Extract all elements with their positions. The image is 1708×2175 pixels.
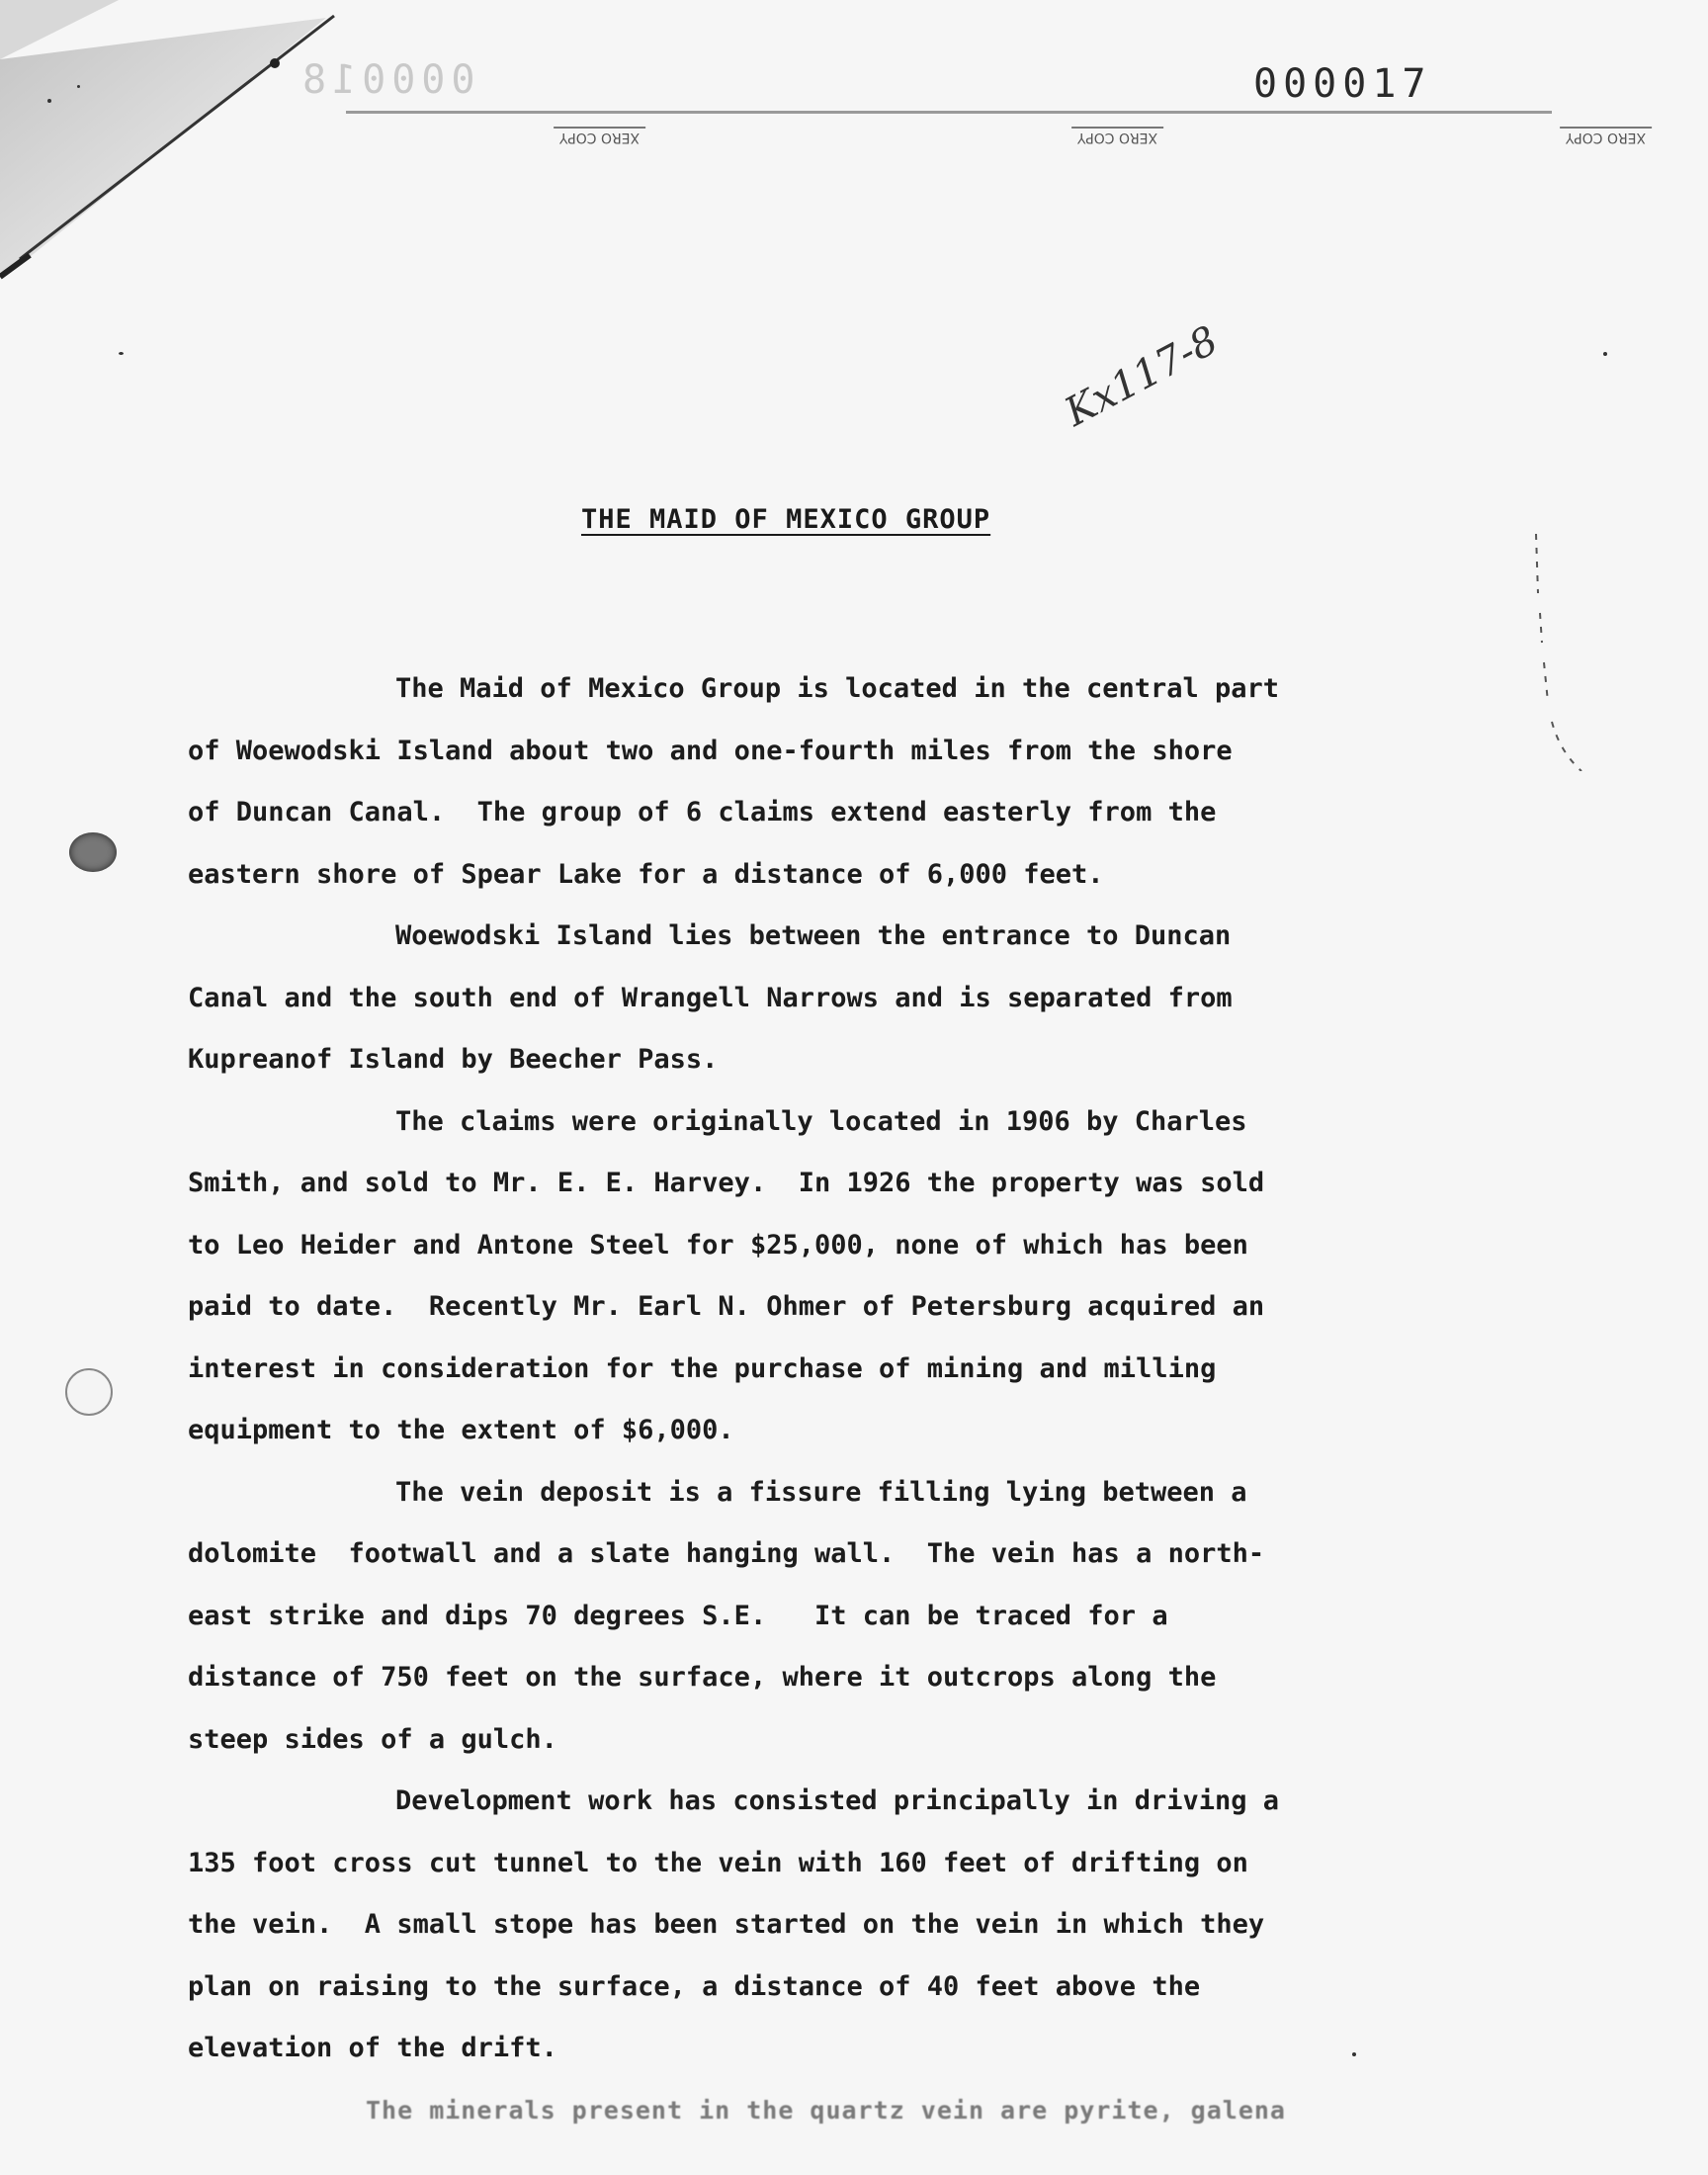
xero-copy-mark: XERO COPY [1560, 127, 1652, 144]
speck [1352, 2052, 1356, 2056]
body-line: 135 foot cross cut tunnel to the vein with 160 feet of drifting on [188, 1847, 1248, 1878]
body-line: eastern shore of Spear Lake for a distance of 6,000 feet. [188, 858, 1104, 890]
margin-scratch-marks [1530, 534, 1589, 771]
body-line: The vein deposit is a fissure filling lying between a [395, 1476, 1247, 1508]
body-line: elevation of the drift. [188, 2033, 557, 2063]
body-line: dolomite footwall and a slate hanging wall. The vein has a north- [188, 1538, 1265, 1569]
corner-fold-shadow [0, 0, 336, 297]
body-line: distance of 750 feet on the surface, where it outcrops along the [188, 1662, 1217, 1693]
ghost-page-stamp: 000018 [297, 57, 475, 103]
body-line: plan on raising to the surface, a distance of 40 feet above the [188, 1970, 1201, 2002]
body-line: The Maid of Mexico Group is located in the central part [395, 673, 1280, 704]
speck [1603, 352, 1607, 356]
body-line: the vein. A small stope has been started on the vein in which they [188, 1909, 1265, 1940]
speck [119, 352, 124, 355]
body-line: Woewodski Island lies between the entrance to Duncan [395, 920, 1232, 951]
body-line: equipment to the extent of $6,000. [188, 1415, 734, 1445]
page-stamp-number: 000017 [1253, 61, 1432, 107]
header-rule [346, 111, 1552, 114]
handwritten-annotation: Kx117-8 [1058, 317, 1226, 436]
speck [77, 85, 80, 88]
body-line: steep sides of a gulch. [188, 1723, 557, 1755]
body-line: east strike and dips 70 degrees S.E. It can be traced for a [188, 1600, 1168, 1631]
cutoff-text-line: The minerals present in the quartz vein are pyrite, galena [366, 2096, 1286, 2125]
speck [47, 99, 51, 103]
body-line: interest in consideration for the purchase of mining and milling [188, 1352, 1217, 1384]
xero-copy-mark: XERO COPY [554, 127, 645, 144]
punch-hole [65, 1368, 113, 1416]
body-line: Canal and the south end of Wrangell Narrows and is separated from [188, 982, 1233, 1013]
body-line: to Leo Heider and Antone Steel for $25,000, none of which has been [188, 1229, 1248, 1261]
punch-hole [69, 832, 117, 872]
document-body [188, 658, 1463, 2080]
body-line: Development work has consisted principally in driving a [395, 1785, 1280, 1816]
document-title: THE MAID OF MEXICO GROUP [581, 504, 991, 535]
xero-copy-mark: XERO COPY [1071, 127, 1163, 144]
body-line: Kupreanof Island by Beecher Pass. [188, 1044, 719, 1075]
body-line: of Duncan Canal. The group of 6 claims extend easterly from the [188, 797, 1217, 827]
body-line: of Woewodski Island about two and one-fourth miles from the shore [188, 735, 1233, 766]
body-line: The claims were originally located in 1906 by Charles [395, 1105, 1247, 1137]
body-line: paid to date. Recently Mr. Earl N. Ohmer of Petersburg acquired an [188, 1291, 1265, 1322]
body-line: Smith, and sold to Mr. E. E. Harvey. In 1926 the property was sold [188, 1168, 1265, 1198]
